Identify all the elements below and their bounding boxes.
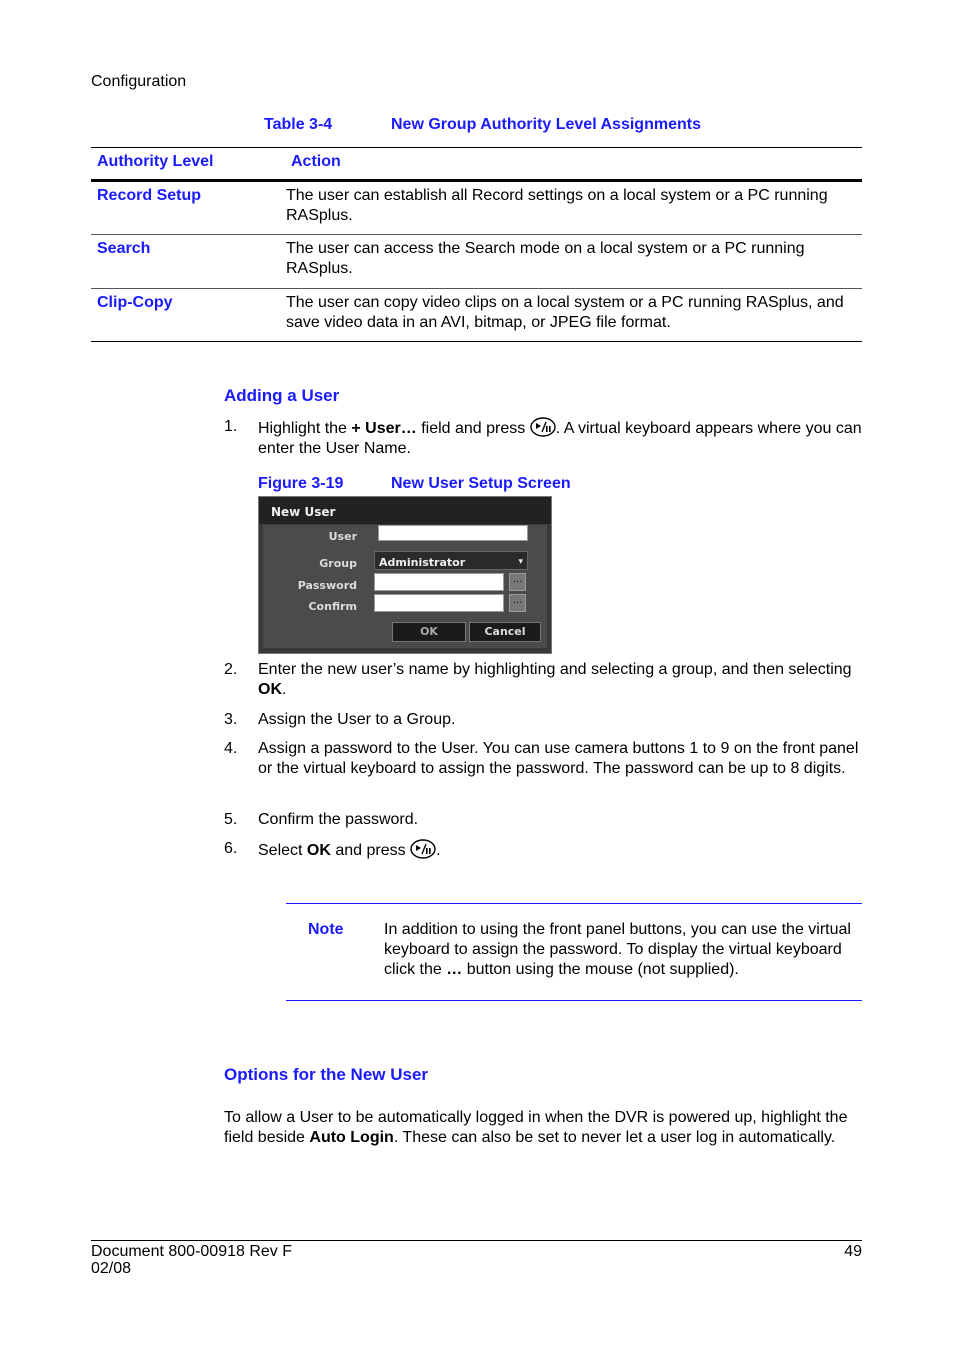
table-bottom-rule: [91, 341, 862, 342]
step-text-bold: + User…: [351, 420, 417, 437]
step-number: 2.: [224, 661, 238, 678]
note-top-rule: [286, 903, 862, 904]
step-text: [258, 660, 863, 700]
note-label: Note: [308, 921, 344, 938]
step-text-part: .: [282, 681, 287, 698]
note-text-part: In addition to using the front panel buttons, you can use the virtual keyboard to assign the password. To display the virtual keyboard click the: [384, 921, 851, 978]
user-label: User: [328, 530, 357, 543]
ok-button[interactable]: OK: [392, 622, 466, 642]
running-head: Configuration: [91, 73, 187, 90]
step-text-part: .: [436, 842, 441, 859]
step-text-bold: OK: [306, 842, 331, 859]
table-cell-level: Search: [97, 240, 151, 257]
note-bottom-rule: [286, 1000, 862, 1001]
password-keyboard-button[interactable]: ...: [509, 573, 526, 591]
table-cell-action: The user can establish all Record settings on a local system or a PC running RASplus.: [286, 187, 828, 224]
page-number: 49: [844, 1243, 862, 1260]
table-cell-action: The user can access the Search mode on a local system or a PC running RASplus.: [286, 240, 805, 277]
step-text: Assign a password to the User. You can use camera buttons 1 to 9 on the front panel or the virtual keyboard to assign the password. The password can be up to 8 digits.: [258, 740, 859, 777]
step-text-part: and press: [330, 842, 411, 859]
step-text: Confirm the password.: [258, 811, 419, 828]
step-number: 5.: [224, 811, 238, 828]
footer-document-number: Document 800-00918 Rev F: [91, 1243, 292, 1260]
step-text-bold: OK: [258, 681, 282, 698]
play-pause-button-icon: [530, 417, 556, 437]
table-row-rule: [91, 288, 862, 289]
figure-caption-title: New User Setup Screen: [391, 475, 571, 492]
table-header-action: Action: [291, 153, 341, 170]
confirm-input[interactable]: [374, 594, 504, 612]
dialog-title-bar: [259, 497, 551, 524]
table-cell-action: The user can copy video clips on a local system or a PC running RASplus, and save video data in an AVI, bitmap, or JPEG file format.: [286, 294, 844, 331]
step-text-part: Select: [258, 842, 307, 859]
cancel-button[interactable]: Cancel: [469, 622, 541, 642]
confirm-keyboard-button[interactable]: ...: [509, 594, 526, 612]
play-pause-button-icon: [410, 839, 436, 859]
password-input[interactable]: [374, 573, 504, 591]
step-text: [258, 839, 863, 861]
table-header-rule: [91, 179, 862, 182]
dialog-body: [263, 525, 547, 648]
step-number: 3.: [224, 711, 238, 728]
table-caption-number: Table 3-4: [264, 116, 333, 133]
user-input[interactable]: [378, 525, 528, 541]
footer-rule: [91, 1240, 862, 1241]
step-text-part: field and press: [416, 420, 530, 437]
paragraph-bold: Auto Login: [309, 1129, 394, 1146]
step-number: 6.: [224, 840, 238, 857]
confirm-label: Confirm: [308, 600, 357, 613]
step-text-part: Enter the new user’s name by highlighting and selecting a group, and then selecting: [258, 661, 852, 678]
table-header-authority-level: Authority Level: [97, 153, 214, 170]
dialog-title: New User: [271, 505, 336, 519]
paragraph-part: . These can also be set to never let a user log in automatically.: [393, 1129, 836, 1146]
section-heading-options: Options for the New User: [224, 1065, 429, 1084]
table-cell-level: Clip-Copy: [97, 294, 173, 311]
note-text: [384, 920, 859, 980]
step-text-part: Highlight the: [258, 420, 352, 437]
table-row-rule: [91, 234, 862, 235]
table-top-rule: [91, 147, 862, 148]
step-number: 1.: [224, 418, 238, 435]
password-label: Password: [297, 579, 357, 592]
new-user-dialog-figure: [258, 496, 552, 654]
note-text-part: button using the mouse (not supplied).: [462, 961, 739, 978]
group-select[interactable]: [374, 551, 528, 570]
chevron-down-icon: ▾: [518, 557, 523, 567]
step-text: [258, 417, 863, 459]
step-number: 4.: [224, 740, 238, 757]
step-text-part: . A virtual keyboard appears where you can enter the User Name.: [258, 420, 862, 457]
figure-caption-number: Figure 3-19: [258, 475, 344, 492]
note-text-bold: …: [446, 961, 463, 978]
step-text: Assign the User to a Group.: [258, 711, 456, 728]
options-paragraph: [224, 1108, 860, 1148]
footer-date: 02/08: [91, 1260, 132, 1277]
section-heading-adding-user: Adding a User: [224, 386, 340, 405]
group-label: Group: [319, 557, 357, 570]
table-caption-title: New Group Authority Level Assignments: [391, 116, 701, 133]
table-cell-level: Record Setup: [97, 187, 202, 204]
group-select-value: Administrator: [379, 556, 466, 569]
paragraph-part: To allow a User to be automatically logged in when the DVR is powered up, highlight the field beside: [224, 1109, 848, 1146]
